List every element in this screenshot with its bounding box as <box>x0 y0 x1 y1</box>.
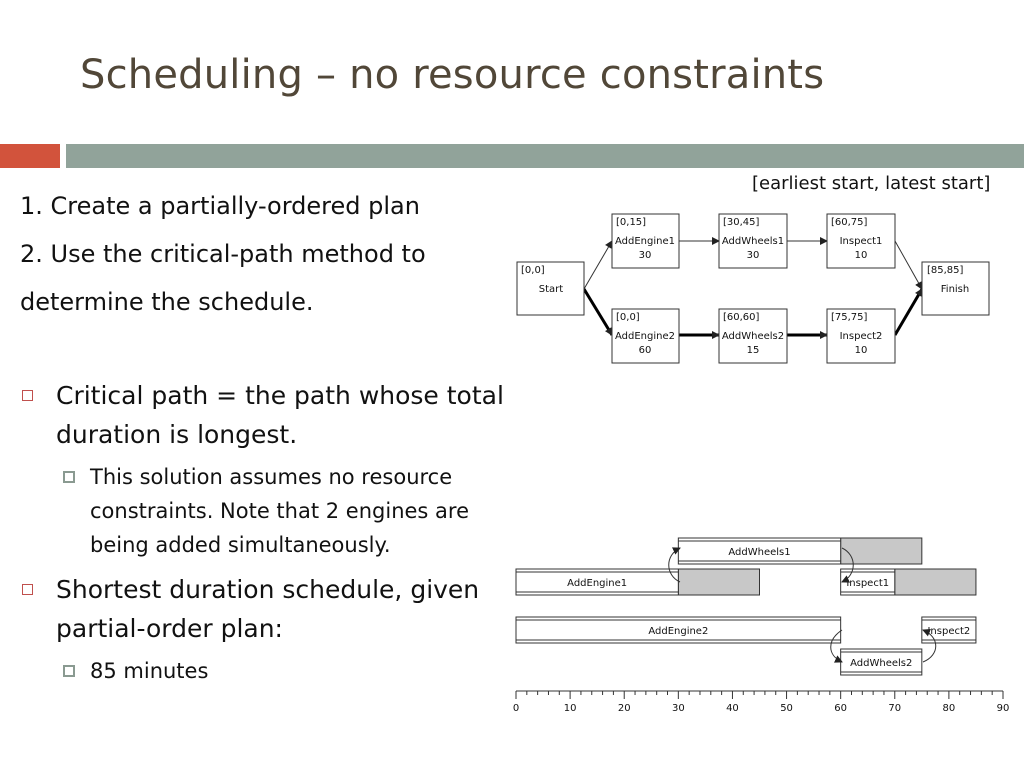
node-duration: 30 <box>638 250 652 261</box>
gantt-task-addengine2 <box>516 617 841 643</box>
node-duration: 30 <box>746 250 760 261</box>
node-addwheels1 <box>719 214 787 268</box>
gantt-task-label: AddWheels2 <box>850 658 913 669</box>
gantt-tick-label: 50 <box>780 703 793 714</box>
gantt-tick-label: 70 <box>888 703 902 714</box>
gantt-chart <box>513 538 1010 714</box>
node-range: [30,45] <box>723 217 760 228</box>
subbullet-text: This solution assumes no resource constraints. Note that 2 engines are being added simultaneously. <box>90 465 469 557</box>
gantt-tick-label: 30 <box>671 703 685 714</box>
node-name: Start <box>538 284 564 295</box>
node-name: AddWheels1 <box>721 236 785 247</box>
edge-start-addengine1 <box>584 241 612 289</box>
node-name: Inspect1 <box>839 236 883 247</box>
gantt-task-label: AddWheels1 <box>728 547 791 558</box>
gantt-task-inspect2 <box>922 617 976 643</box>
gantt-task-inspect1 <box>841 569 976 595</box>
node-duration: 10 <box>854 250 868 261</box>
node-name: AddEngine2 <box>615 331 675 342</box>
bullet-text: Shortest duration schedule, given partial-order plan: <box>56 575 480 643</box>
node-range: [60,60] <box>723 312 760 323</box>
subbullet-text: 85 minutes <box>90 659 209 683</box>
gantt-task-label: Inspect1 <box>846 578 890 589</box>
node-addwheels2 <box>719 309 787 363</box>
gantt-slack-bar <box>678 569 759 595</box>
node-range: [75,75] <box>831 312 868 323</box>
slide-title: Scheduling – no resource constraints <box>80 52 825 98</box>
node-inspect2 <box>827 309 895 363</box>
node-addengine1 <box>612 214 679 268</box>
gantt-task-label: AddEngine2 <box>648 626 709 637</box>
step-2: 2. Use the critical-path method to <box>20 240 426 268</box>
node-name: Finish <box>940 284 970 295</box>
gantt-task-addengine1 <box>516 569 760 595</box>
gantt-task-label: Inspect2 <box>927 626 971 637</box>
node-range: [0,0] <box>521 265 545 276</box>
gantt-task-addwheels2 <box>841 649 922 675</box>
node-range: [85,85] <box>927 265 964 276</box>
edge-inspect2-finish <box>895 289 922 335</box>
node-addengine2 <box>612 309 679 363</box>
node-duration: 10 <box>854 345 868 356</box>
gantt-slack-bar <box>895 569 976 595</box>
diagram-legend: [earliest start, latest start] <box>752 173 991 194</box>
node-range: [60,75] <box>831 217 868 228</box>
gantt-tick-label: 0 <box>512 703 520 714</box>
step-2-continued: determine the schedule. <box>20 288 314 316</box>
edge-inspect1-finish <box>895 241 922 289</box>
node-name: AddWheels2 <box>721 331 785 342</box>
bullet-text: Critical path = the path whose total duration is longest. <box>56 381 504 449</box>
gantt-tick-label: 40 <box>726 703 739 714</box>
node-finish <box>922 262 989 315</box>
node-range: [0,0] <box>616 312 640 323</box>
gantt-tick-label: 80 <box>942 703 956 714</box>
step-1: 1. Create a partially-ordered plan <box>20 192 420 220</box>
gantt-tick-label: 60 <box>834 703 848 714</box>
gantt-task-addwheels1 <box>678 538 922 564</box>
node-name: Inspect2 <box>839 331 883 342</box>
node-name: AddEngine1 <box>615 236 675 247</box>
node-duration: 60 <box>638 345 652 356</box>
edge-start-addengine2 <box>584 289 612 335</box>
node-duration: 15 <box>746 345 760 356</box>
node-range: [0,15] <box>616 217 647 228</box>
node-inspect1 <box>827 214 895 268</box>
gantt-tick-label: 90 <box>996 703 1010 714</box>
gantt-task-label: AddEngine1 <box>567 578 628 589</box>
gantt-tick-label: 10 <box>563 703 577 714</box>
node-start <box>517 262 584 315</box>
gantt-tick-label: 20 <box>617 703 631 714</box>
